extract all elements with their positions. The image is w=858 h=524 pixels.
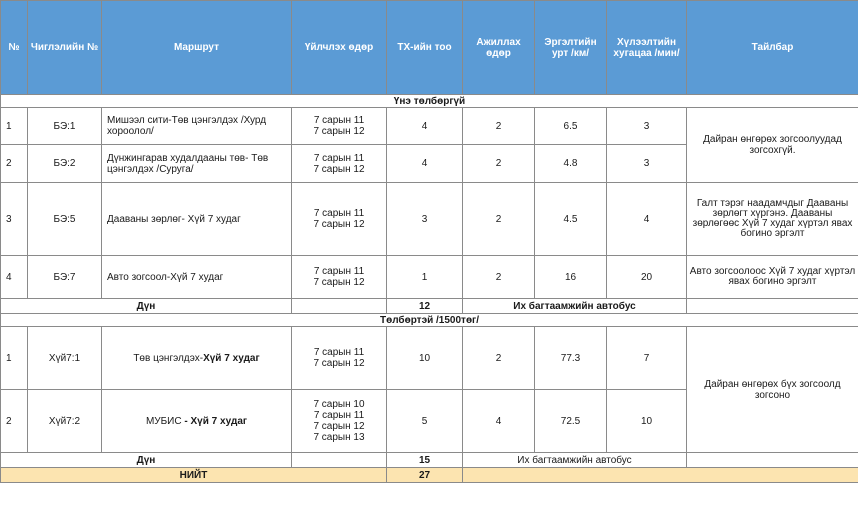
table-row <box>1 108 858 145</box>
header-working-days: Ажиллах өдөр <box>463 1 535 95</box>
cell-work-days: 2 <box>463 145 535 183</box>
cell-length: 4.5 <box>535 183 607 256</box>
header-route: Маршрут <box>102 1 292 95</box>
header-length: Эргэлтийн урт /км/ <box>535 1 607 95</box>
cell-route-no: БЭ:2 <box>28 145 102 183</box>
cell-no: 2 <box>1 145 28 183</box>
table-row <box>1 183 858 256</box>
day-line: 7 сарын 12 <box>313 358 365 369</box>
table-row <box>1 327 858 390</box>
cell-work-days: 4 <box>463 390 535 453</box>
section-free-title: Үнэ төлбөргүй <box>1 95 858 108</box>
cell-vehicles: 5 <box>387 390 463 453</box>
cell-no: 3 <box>1 183 28 256</box>
cell-route: Дүнжингарав худалдааны төв- Төв цэнгэлдэх /Суруга/ <box>102 145 292 183</box>
grand-total-label: НИЙТ <box>1 468 387 483</box>
header-service-days: Үйлчлэх өдөр <box>292 1 387 95</box>
subtotal-row-paid <box>1 453 858 468</box>
cell-no: 1 <box>1 327 28 390</box>
cell-length: 77.3 <box>535 327 607 390</box>
cell-interval: 10 <box>607 390 687 453</box>
header-interval: Хүлээлтийн хугацаа /мин/ <box>607 1 687 95</box>
cell-work-days: 2 <box>463 108 535 145</box>
cell-route-no: Хүй7:2 <box>28 390 102 453</box>
header-route-no: Чиглэлийн № <box>28 1 102 95</box>
cell-note: Дайран өнгөрөх бүх зогсоолд зогсоно <box>687 327 858 453</box>
cell-interval: 20 <box>607 256 687 299</box>
subtotal-empty <box>292 299 387 314</box>
cell-note: Дайран өнгөрөх зогсоолуудад зогсохгүй. <box>687 108 858 183</box>
route-part: МУБИС <box>145 415 185 427</box>
day-line: 7 сарын 10 <box>313 399 365 410</box>
section-paid-row <box>1 314 858 327</box>
cell-days <box>292 390 387 453</box>
subtotal-row-free <box>1 299 858 314</box>
subtotal-label: Дүн <box>1 453 292 468</box>
subtotal-note: Их багтаамжийн автобус <box>463 453 687 468</box>
cell-days <box>292 108 387 145</box>
day-line: 7 сарын 11 <box>313 152 365 164</box>
header-vehicle-count: ТХ-ийн тоо <box>387 1 463 95</box>
subtotal-empty <box>687 299 858 314</box>
day-line: 7 сарын 11 <box>313 115 365 126</box>
cell-length: 16 <box>535 256 607 299</box>
section-paid-title: Төлбөртэй /1500төг/ <box>1 314 858 327</box>
grand-total-row <box>1 468 858 483</box>
cell-days <box>292 327 387 390</box>
day-line: 7 сарын 11 <box>313 208 365 219</box>
subtotal-note: Их багтаамжийн автобус <box>463 299 687 314</box>
subtotal-vehicles: 12 <box>387 299 463 314</box>
cell-route <box>102 327 292 390</box>
cell-work-days: 2 <box>463 327 535 390</box>
cell-interval: 3 <box>607 108 687 145</box>
subtotal-label: Дүн <box>1 299 292 314</box>
day-line: 7 сарын 12 <box>313 277 365 288</box>
cell-route-no: БЭ:7 <box>28 256 102 299</box>
cell-interval: 4 <box>607 183 687 256</box>
cell-route: Авто зогсоол-Хүй 7 худаг <box>102 256 292 299</box>
cell-no: 1 <box>1 108 28 145</box>
cell-vehicles: 1 <box>387 256 463 299</box>
day-line: 7 сарын 12 <box>313 421 365 432</box>
route-part-bold: - Хүй 7 худаг <box>184 415 248 427</box>
cell-length: 72.5 <box>535 390 607 453</box>
cell-length: 6.5 <box>535 108 607 145</box>
cell-route <box>102 390 292 453</box>
route-part: Төв цэнгэлдэх- <box>133 352 204 364</box>
cell-route-no: Хүй7:1 <box>28 327 102 390</box>
cell-vehicles: 4 <box>387 145 463 183</box>
cell-note: Авто зогсоолоос Хүй 7 худаг хүртэл явах богино эргэлт <box>687 256 858 299</box>
day-line: 7 сарын 11 <box>313 347 365 358</box>
cell-vehicles: 10 <box>387 327 463 390</box>
cell-interval: 3 <box>607 145 687 183</box>
cell-vehicles: 4 <box>387 108 463 145</box>
day-line: 7 сарын 12 <box>313 219 365 230</box>
cell-no: 2 <box>1 390 28 453</box>
cell-route: Мишээл сити-Төв цэнгэлдэх /Хурд хороолол/ <box>102 108 292 145</box>
cell-length: 4.8 <box>535 145 607 183</box>
header-no: № <box>1 1 28 95</box>
table-row <box>1 256 858 299</box>
cell-route-no: БЭ:1 <box>28 108 102 145</box>
cell-vehicles: 3 <box>387 183 463 256</box>
day-line: 7 сарын 11 <box>313 410 365 421</box>
grand-total-empty <box>463 468 858 483</box>
cell-work-days: 2 <box>463 256 535 299</box>
route-part-bold: Хүй 7 худаг <box>203 352 260 364</box>
cell-route-no: БЭ:5 <box>28 183 102 256</box>
grand-total-vehicles: 27 <box>387 468 463 483</box>
cell-days <box>292 145 387 183</box>
subtotal-empty <box>292 453 387 468</box>
cell-route: Дааваны зөрлөг- Хүй 7 худаг <box>102 183 292 256</box>
day-line: 7 сарын 13 <box>313 432 365 443</box>
cell-interval: 7 <box>607 327 687 390</box>
subtotal-vehicles: 15 <box>387 453 463 468</box>
day-line: 7 сарын 12 <box>313 126 365 137</box>
day-line: 7 сарын 11 <box>313 266 365 277</box>
subtotal-empty <box>687 453 858 468</box>
day-line: 7 сарын 12 <box>313 163 365 175</box>
cell-days <box>292 183 387 256</box>
cell-work-days: 2 <box>463 183 535 256</box>
cell-days <box>292 256 387 299</box>
header-row <box>1 1 858 95</box>
section-free-row <box>1 95 858 108</box>
header-note: Тайлбар <box>687 1 858 95</box>
cell-no: 4 <box>1 256 28 299</box>
cell-note: Галт тэрэг наадамчдыг Дааваны зөрлөгт хүргэнэ. Дааваны зөрлөгөөс Хүй 7 худаг хүртэл явах богино эргэлт <box>687 183 858 256</box>
